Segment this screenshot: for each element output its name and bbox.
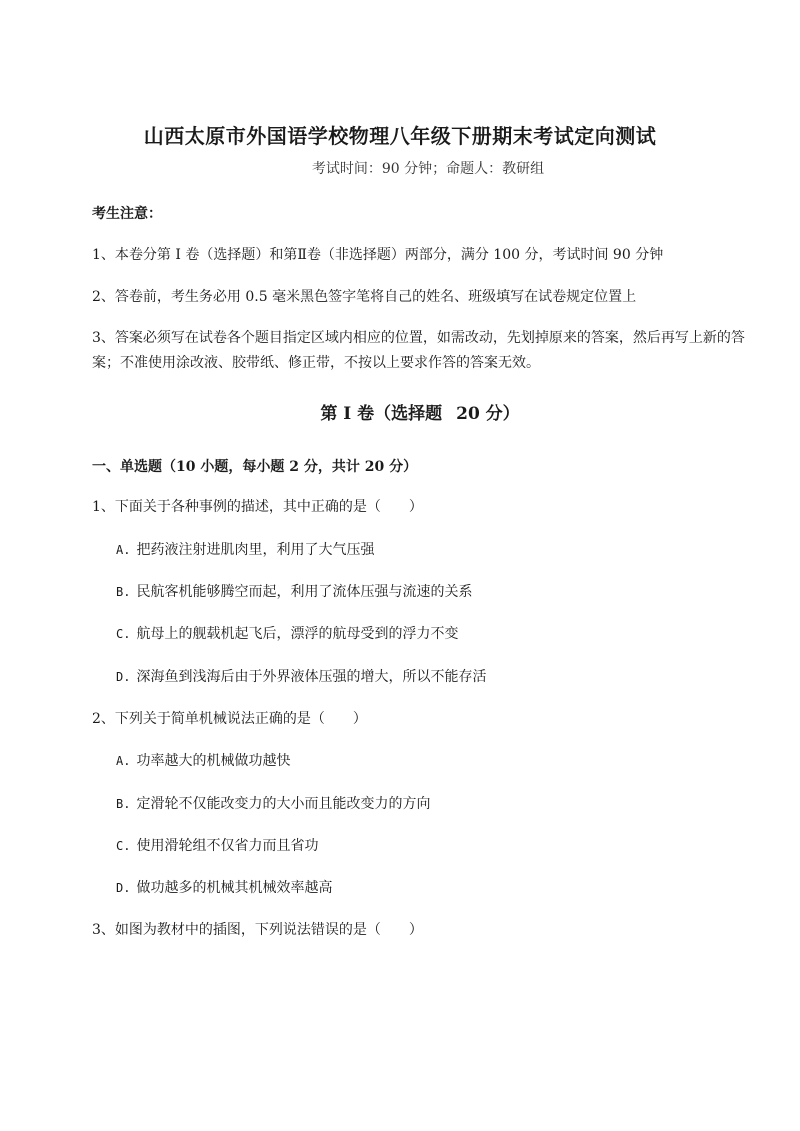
option-text: 做功越多的机械其机械效率越高 xyxy=(136,880,333,896)
option-text: 航母上的舰载机起飞后，漂浮的航母受到的浮力不变 xyxy=(136,626,459,642)
option-text: 把药液注射进肌肉里，利用了大气压强 xyxy=(136,542,375,558)
notice-item-1: 1、本卷分第 I 卷（选择题）和第Ⅱ卷（非选择题）两部分，满分 100 分，考试时间 90 分钟 xyxy=(92,247,664,263)
option-text: 深海鱼到浅海后由于外界液体压强的增大，所以不能存活 xyxy=(136,669,487,685)
option-text: 定滑轮不仅能改变力的大小而且能改变力的方向 xyxy=(136,796,431,812)
question-2-option-c xyxy=(116,835,318,855)
section-title xyxy=(0,399,800,424)
option-letter: C. xyxy=(116,839,131,853)
option-text: 功率越大的机械做功越快 xyxy=(136,753,291,769)
notice-item-3: 3、答案必须写在试卷各个题目指定区域内相应的位置，如需改动，先划掉原来的答案，然后再写上新的答案；不准使用涂改液、胶带纸、修正带，不按以上要求作答的答案无效。 xyxy=(92,330,745,371)
question-1-option-b xyxy=(116,581,472,601)
question-1-stem: 1、下面关于各种事例的描述，其中正确的是（ ） xyxy=(92,499,423,515)
question-2-option-b xyxy=(116,793,430,813)
exam-subtitle: 考试时间：90 分钟；命题人：教研组 xyxy=(311,161,545,177)
question-1-option-d xyxy=(116,666,486,686)
option-letter: B. xyxy=(116,797,131,811)
option-letter: A. xyxy=(116,754,131,768)
question-1-option-a xyxy=(116,539,374,559)
option-letter: B. xyxy=(116,585,131,599)
notice-heading: 考生注意： xyxy=(92,206,162,222)
question-2-stem: 2、下列关于简单机械说法正确的是（ ） xyxy=(92,711,367,727)
section-title-label: 第 I 卷（选择题 xyxy=(320,404,443,424)
notice-item-2: 2、答卷前，考生务必用 0.5 毫米黑色签字笔将自己的姓名、班级填写在试卷规定位置上 xyxy=(92,289,637,305)
question-3-stem: 3、如图为教材中的插图，下列说法错误的是（ ） xyxy=(92,922,423,938)
question-2-option-d xyxy=(116,877,332,897)
option-letter: D. xyxy=(116,881,131,895)
option-letter: A. xyxy=(116,543,131,557)
option-letter: D. xyxy=(116,670,131,684)
option-text: 民航客机能够腾空而起，利用了流体压强与流速的关系 xyxy=(136,584,473,600)
option-text: 使用滑轮组不仅省力而且省功 xyxy=(136,838,319,854)
exam-title: 山西太原市外国语学校物理八年级下册期末考试定向测试 xyxy=(143,124,657,148)
part-heading: 一、单选题（10 小题，每小题 2 分，共计 20 分） xyxy=(92,459,418,475)
option-letter: C. xyxy=(116,627,131,641)
question-1-option-c xyxy=(116,623,458,643)
section-title-points: 20 分） xyxy=(456,404,520,424)
question-2-option-a xyxy=(116,750,290,770)
